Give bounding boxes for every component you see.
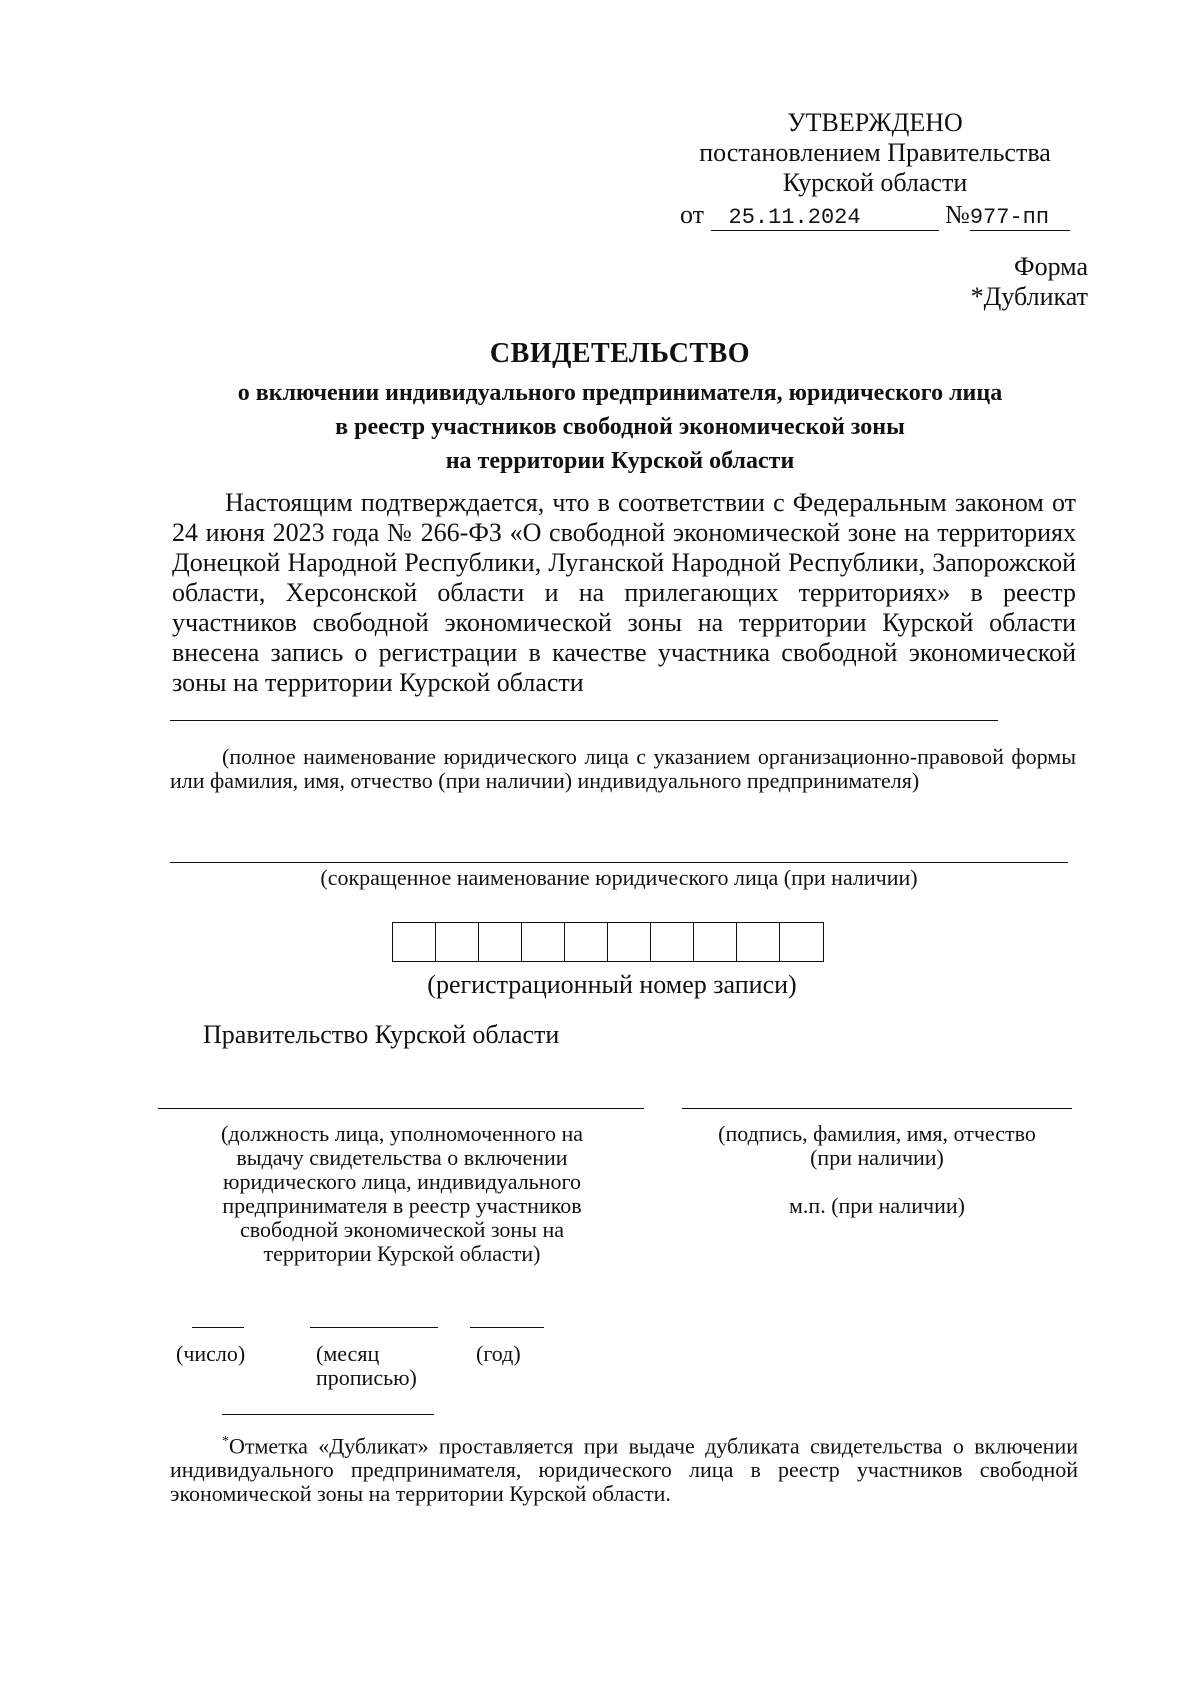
subtitle-line: в реестр участников свободной экономической зоны xyxy=(335,414,905,440)
approval-date-line xyxy=(680,200,1080,231)
position-note-line: предпринимателя в реестр участников xyxy=(222,1193,582,1218)
day-label: (число) xyxy=(176,1341,246,1366)
reg-number-cell xyxy=(651,923,694,961)
body-paragraph: Настоящим подтверждается, что в соответствии с Федеральным законом от 24 июня 2023 года № 266-ФЗ «О свободной экономической зоне на территориях Донецкой Народной Республики, Луганской Народной Республики, Запорожской области, Херсонской области и на прилегающих территориях» в реестр участников свободной экономической зоны на территории Курской области внесена запись о регистрации в качестве участника свободной экономической зоны на территории Курской области xyxy=(172,488,1076,697)
subtitle-line: о включении индивидуального предпринимателя, юридического лица xyxy=(237,380,1003,406)
position-note-line: территории Курской области) xyxy=(263,1241,541,1266)
footnote-separator xyxy=(222,1414,434,1415)
document-subtitle xyxy=(150,376,1090,478)
government-name: Правительство Курской области xyxy=(203,1020,560,1049)
month-label-line: (месяц xyxy=(316,1341,380,1366)
position-note-line: юридического лица, индивидуального xyxy=(223,1169,581,1194)
reg-number-cell xyxy=(737,923,780,961)
month-field-line xyxy=(310,1327,438,1328)
approval-line: постановлением Правительства xyxy=(699,138,1051,167)
full-name-field-line xyxy=(170,720,998,721)
footnote-text: Отметка «Дубликат» проставляется при выдаче дубликата свидетельства о включении индивидуального предпринимателя, юридического лица в реестр участников свободной экономической зоны на территории Курской области. xyxy=(170,1433,1078,1507)
approval-date: 25.11.2024 xyxy=(711,206,939,231)
signature-note-line: (подпись, фамилия, имя, отчество xyxy=(718,1121,1036,1146)
subtitle-line: на территории Курской области xyxy=(445,448,795,474)
approval-block xyxy=(655,108,1095,198)
document-title: СВИДЕТЕЛЬСТВО xyxy=(489,338,751,369)
year-label: (год) xyxy=(476,1341,521,1366)
duplicate-label: *Дубликат xyxy=(970,282,1088,311)
position-note xyxy=(182,1122,622,1266)
day-field-line xyxy=(192,1327,244,1328)
approval-title: УТВЕРЖДЕНО xyxy=(787,108,963,137)
reg-number-cell xyxy=(780,923,823,961)
footnote-mark: * xyxy=(222,1434,229,1449)
position-field-line xyxy=(158,1108,644,1109)
approval-number: 977-пп xyxy=(970,206,1070,231)
footnote xyxy=(170,1430,1078,1506)
reg-number-cell xyxy=(393,923,436,961)
position-note-line: свободной экономической зоны на xyxy=(239,1217,564,1242)
position-note-line: выдачу свидетельства о включении xyxy=(236,1145,568,1170)
date-prefix: от xyxy=(680,200,705,229)
short-name-note: (сокращенное наименование юридического лица (при наличии) xyxy=(320,865,918,890)
year-field-line xyxy=(470,1327,544,1328)
reg-number-cell xyxy=(479,923,522,961)
reg-number-note: (регистрационный номер записи) xyxy=(427,970,797,999)
reg-number-cell xyxy=(694,923,737,961)
reg-number-cell xyxy=(522,923,565,961)
stamp-note: м.п. (при наличии) xyxy=(789,1193,965,1218)
registration-number-boxes xyxy=(392,922,824,962)
position-note-line: (должность лица, уполномоченного на xyxy=(221,1121,583,1146)
month-label xyxy=(316,1342,417,1390)
signature-field-line xyxy=(682,1108,1072,1109)
reg-number-cell xyxy=(565,923,608,961)
signature-note xyxy=(682,1122,1072,1170)
approval-line: Курской области xyxy=(782,168,968,197)
reg-number-cell xyxy=(608,923,651,961)
signature-note-line: (при наличии) xyxy=(810,1145,944,1170)
reg-number-cell xyxy=(436,923,479,961)
month-label-line: прописью) xyxy=(316,1365,417,1390)
full-name-note: (полное наименование юридического лица с указанием организационно-правовой формы или фамилия, имя, отчество (при наличии) индивидуального предпринимателя) xyxy=(170,744,1076,793)
number-prefix: № xyxy=(945,200,970,229)
form-marks xyxy=(971,252,1088,312)
form-label: Форма xyxy=(1014,252,1088,281)
short-name-field-line xyxy=(170,862,1068,863)
